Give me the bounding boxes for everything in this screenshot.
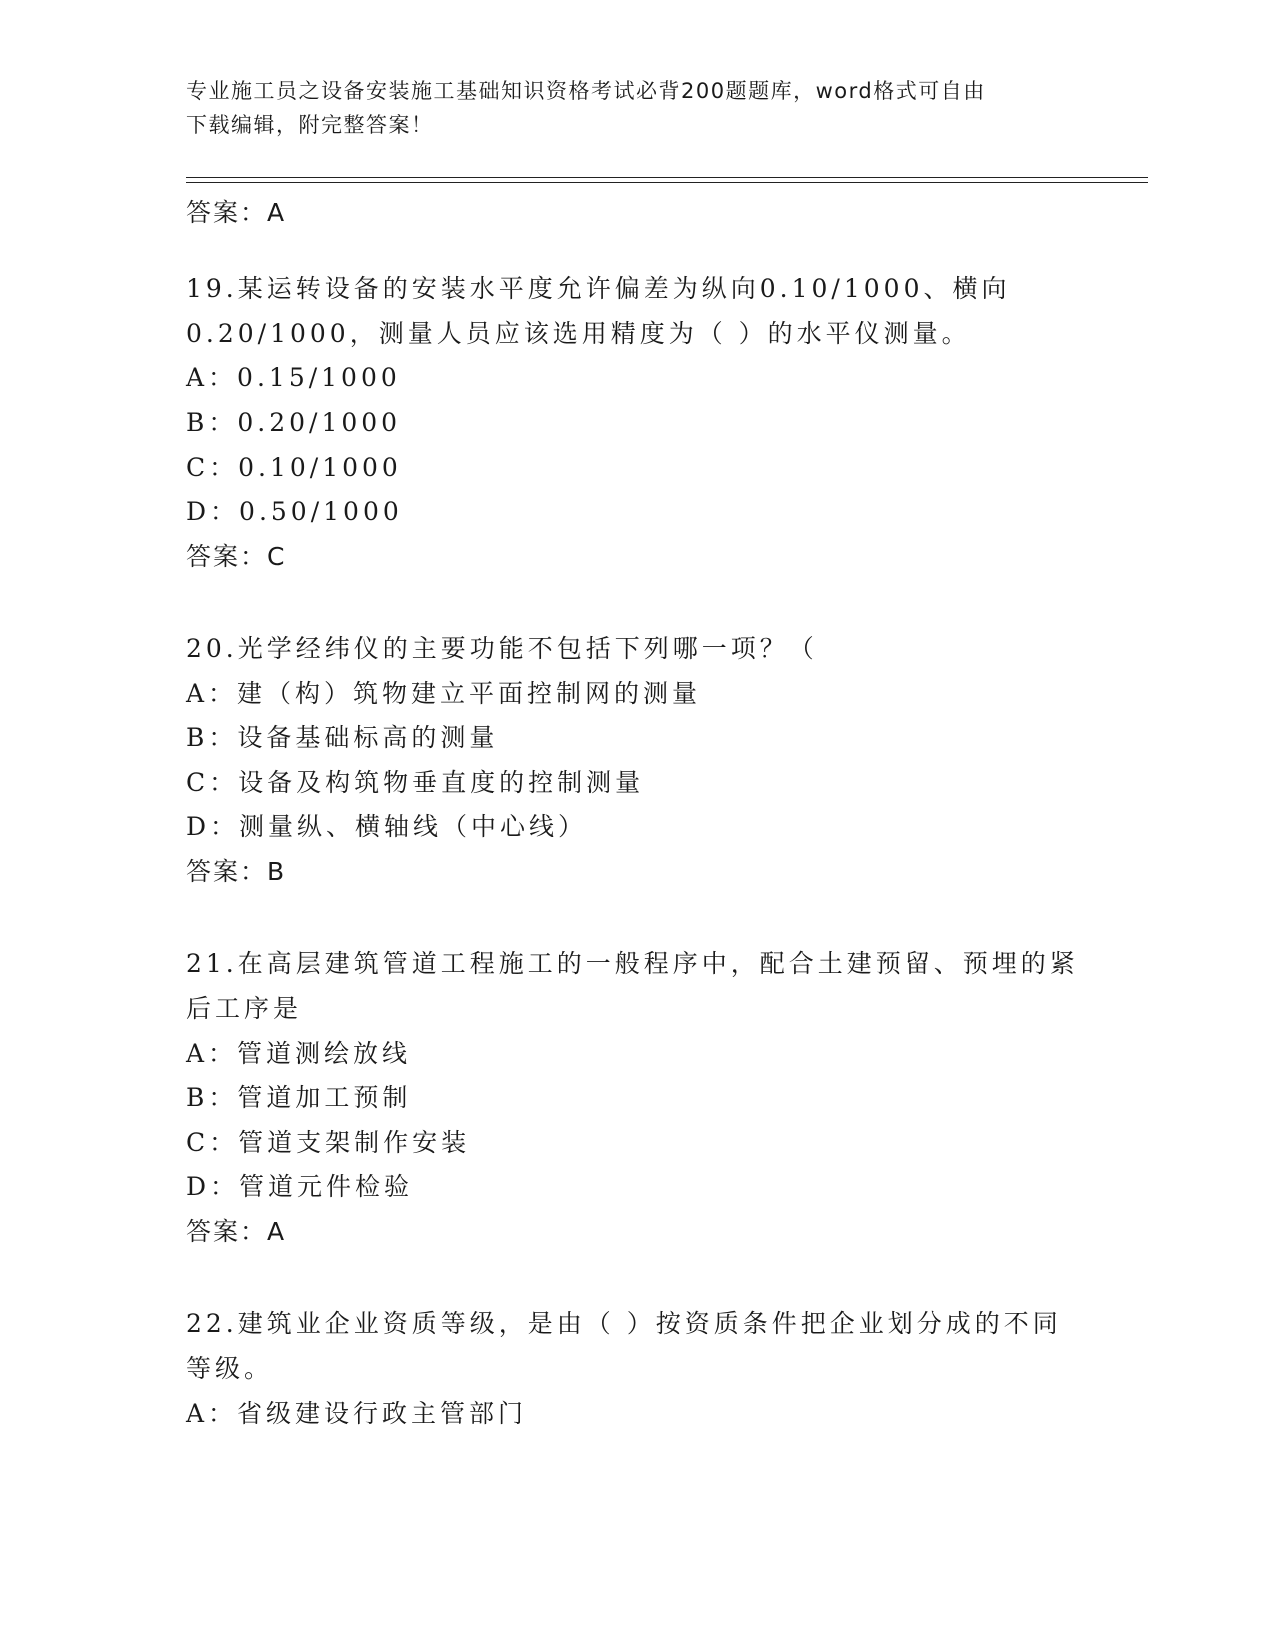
question-20-option-d: D：测量纵、横轴线（中心线） [186, 812, 588, 841]
question-22-text-line-1: 22.建筑业企业资质等级，是由（ ）按资质条件把企业划分成的不同 [186, 1309, 1062, 1338]
question-19-option-b: B：0.20/1000 [186, 408, 402, 437]
question-19-option-a: A：0.15/1000 [186, 363, 401, 392]
question-20-option-a: A：建（构）筑物建立平面控制网的测量 [186, 679, 702, 708]
question-21-option-d: D：管道元件检验 [186, 1172, 414, 1201]
question-20-text: 20.光学经纬仪的主要功能不包括下列哪一项？（ [186, 634, 818, 663]
header-title-line-2: 下载编辑，附完整答案！ [186, 113, 434, 137]
answer-20: 答案：B [186, 857, 287, 886]
header-title-line-1: 专业施工员之设备安装施工基础知识资格考试必背200题题库，word格式可自由 [186, 79, 986, 103]
answer-19: 答案：C [186, 542, 287, 571]
question-19-text-line-1: 19.某运转设备的安装水平度允许偏差为纵向0.10/1000、横向 [186, 274, 1011, 303]
question-19-option-c: C：0.10/1000 [186, 453, 402, 482]
question-22-text-line-2: 等级。 [186, 1354, 274, 1383]
header-divider-bottom [186, 182, 1148, 183]
question-19-option-d: D：0.50/1000 [186, 497, 403, 526]
answer-21: 答案：A [186, 1217, 287, 1246]
question-21-option-c: C：管道支架制作安装 [186, 1128, 471, 1157]
answer-18: 答案：A [186, 198, 287, 227]
question-19-text-line-2: 0.20/1000，测量人员应该选用精度为（ ）的水平仪测量。 [186, 319, 971, 348]
header-divider-top [186, 177, 1148, 178]
page-header [186, 74, 1086, 142]
question-21-option-a: A：管道测绘放线 [186, 1039, 412, 1068]
question-22-option-a: A：省级建设行政主管部门 [186, 1399, 528, 1428]
question-20-option-b: B：设备基础标高的测量 [186, 723, 499, 752]
question-21-text-line-1: 21.在高层建筑管道工程施工的一般程序中，配合土建预留、预埋的紧 [186, 949, 1079, 978]
question-21-option-b: B：管道加工预制 [186, 1083, 412, 1112]
question-20-option-c: C：设备及构筑物垂直度的控制测量 [186, 768, 645, 797]
question-21-text-line-2: 后工序是 [186, 994, 303, 1023]
